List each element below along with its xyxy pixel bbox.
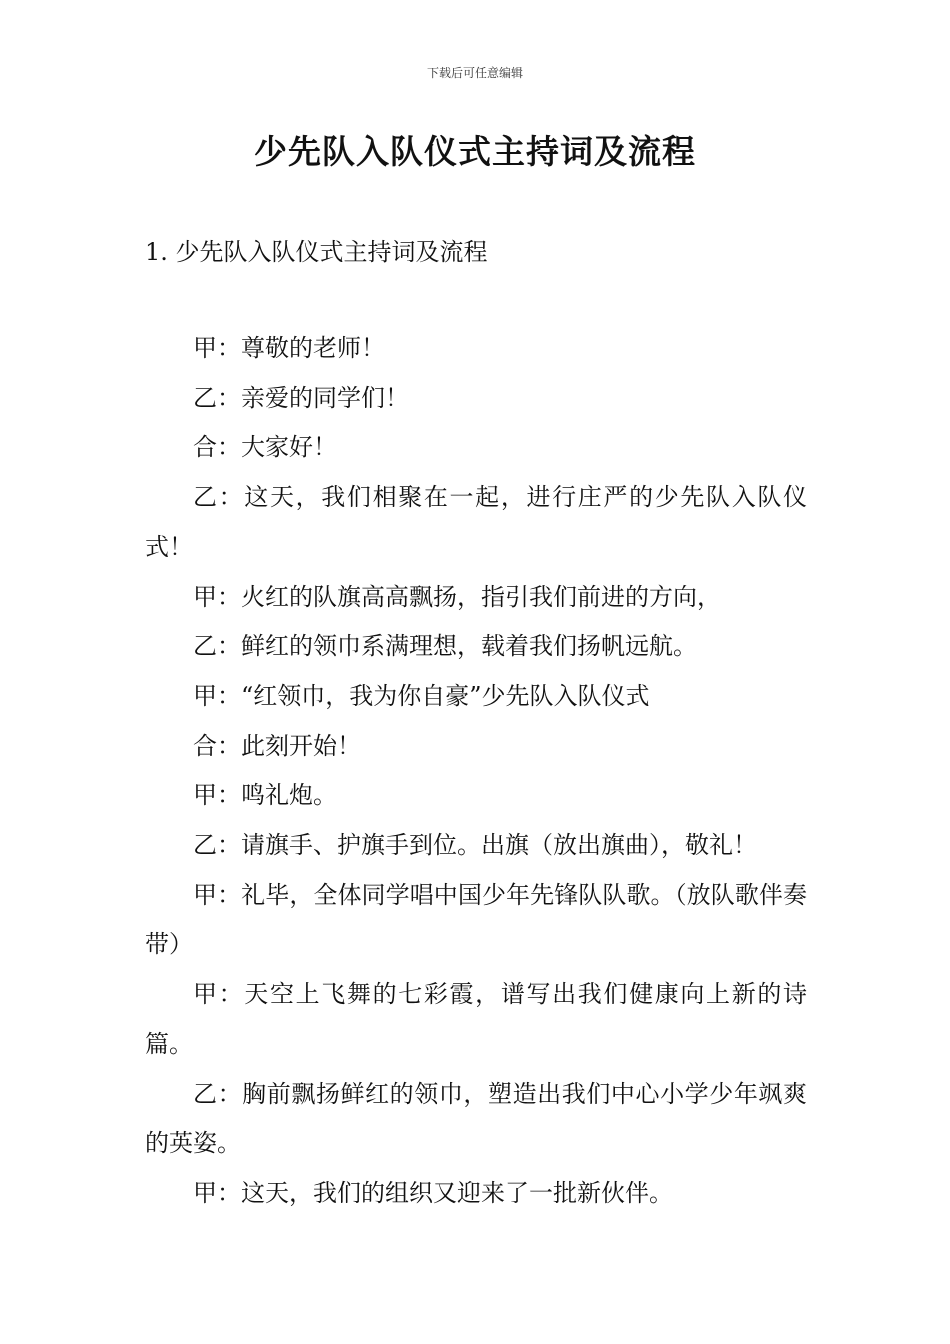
paragraph: 甲：鸣礼炮。 [193, 781, 337, 810]
paragraph: 乙：鲜红的领巾系满理想，载着我们扬帆远航。 [193, 632, 697, 661]
paragraph: 乙：这天，我们相聚在一起，进行庄严的少先队入队仪式！ [145, 483, 807, 561]
paragraph: 合：此刻开始！ [193, 731, 361, 760]
paragraph: 甲：礼毕，全体同学唱中国少年先锋队队歌。（放队歌伴奏带） [145, 880, 807, 959]
paragraph: 乙：亲爱的同学们！ [193, 383, 409, 412]
paragraph: 甲：天空上飞舞的七彩霞，谱写出我们健康向上新的诗篇。 [145, 980, 807, 1058]
header-note: 下载后可任意编辑 [426, 66, 523, 80]
paragraph: 甲：火红的队旗高高飘扬，指引我们前进的方向， [193, 582, 721, 611]
paragraph: 甲：这天，我们的组织又迎来了一批新伙伴。 [193, 1178, 673, 1207]
paragraph: 合：大家好！ [193, 433, 337, 462]
paragraph: 乙：胸前飘扬鲜红的领巾，塑造出我们中心小学少年飒爽的英姿。 [145, 1079, 807, 1158]
paragraph: 甲：尊敬的老师！ [193, 334, 385, 362]
paragraph: 乙：请旗手、护旗手到位。出旗（放出旗曲），敬礼！ [193, 831, 757, 860]
paragraph: 甲：“红领巾，我为你自豪”少先队入队仪式 [193, 681, 650, 710]
section-heading: 1. 少先队入队仪式主持词及流程 [145, 238, 488, 266]
document-title: 少先队入队仪式主持词及流程 [254, 132, 696, 171]
body-text [145, 324, 807, 1219]
